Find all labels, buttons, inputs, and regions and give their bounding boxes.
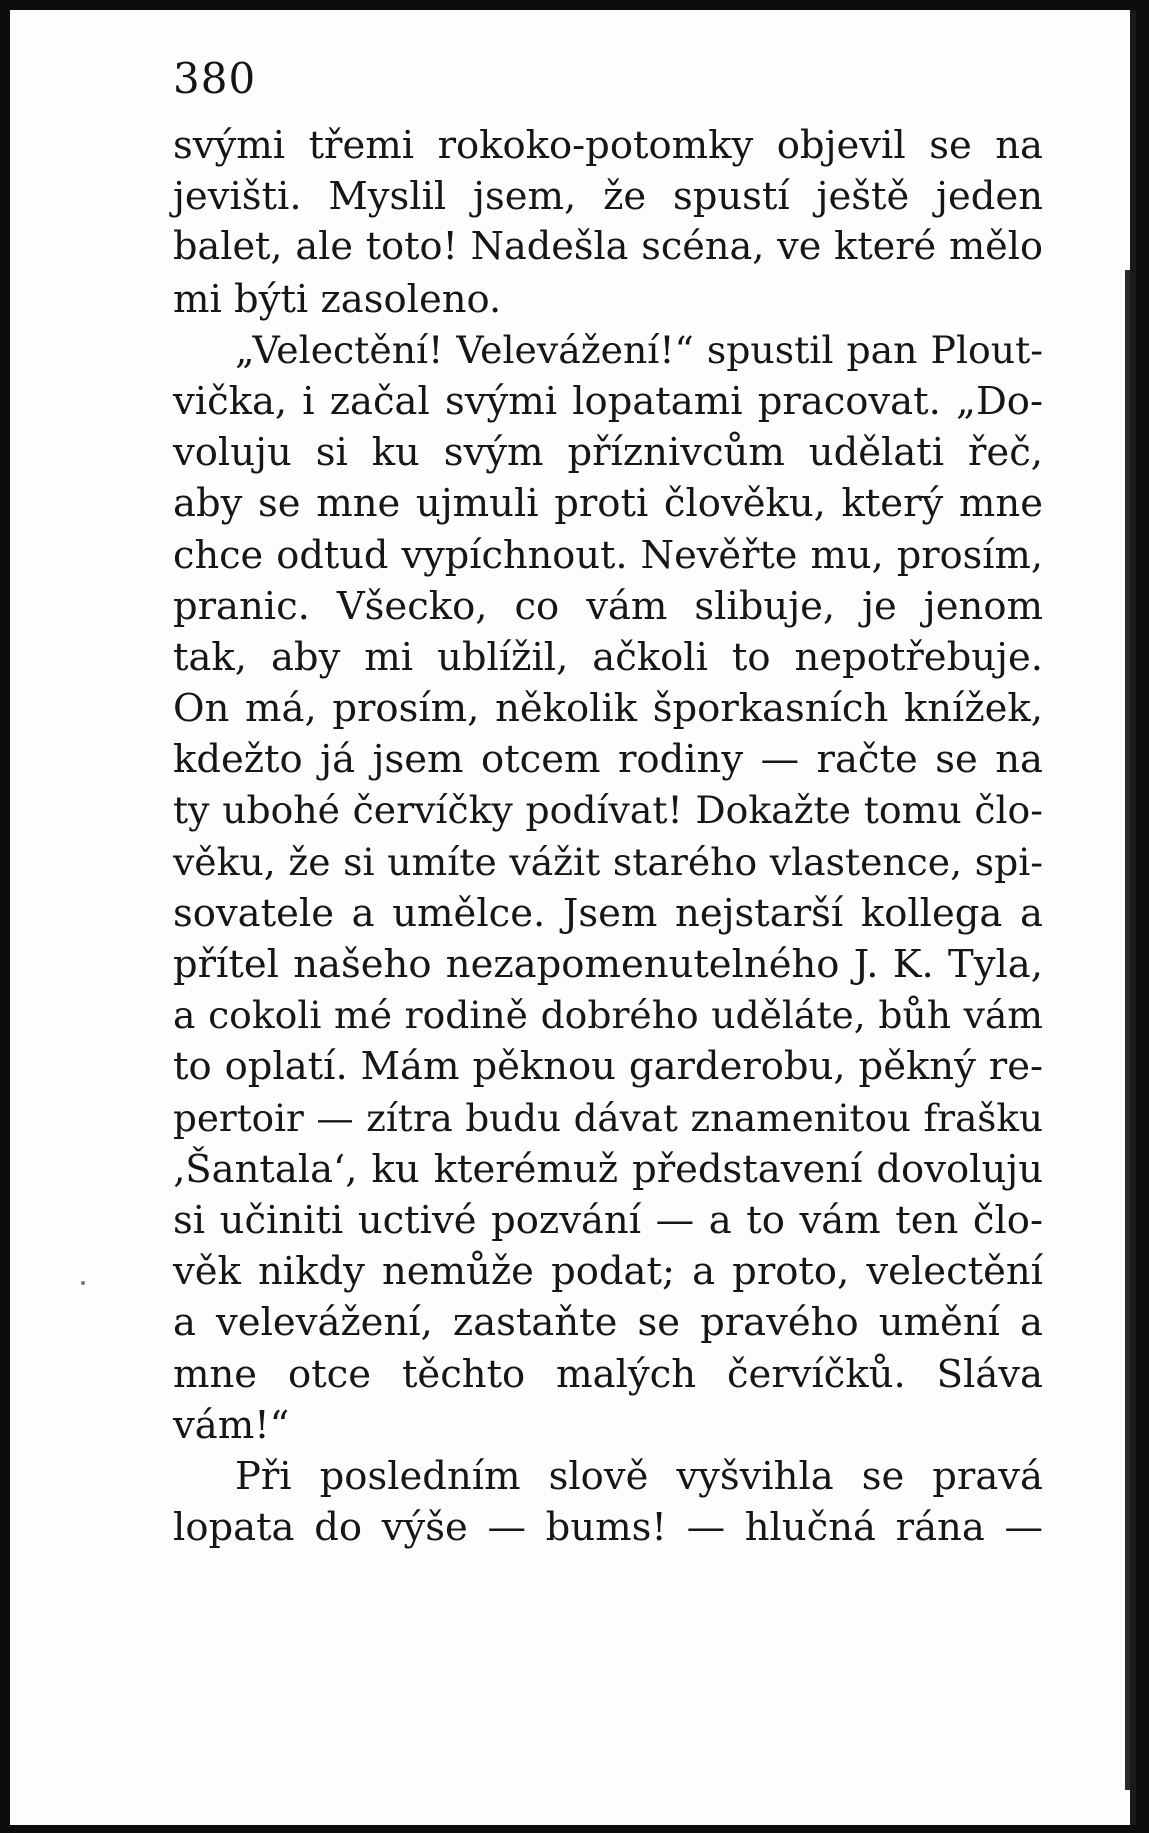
- text-line: a cokoli mé rodině dobrého uděláte, bůh vám: [173, 993, 1043, 1038]
- text-line: věk nikdy nemůže podat; a proto, velectění: [173, 1249, 1043, 1295]
- text-line: sovatele a umělce. Jsem nejstarší kollega a: [173, 890, 1043, 936]
- text-line: a velevážení, zastaňte se pravého umění a: [173, 1300, 1043, 1346]
- text-line: to oplatí. Mám pěknou garderobu, pěkný re-: [173, 1044, 1043, 1090]
- text-line: ty ubohé červíčky podívat! Dokažte tomu člo-: [173, 788, 1043, 833]
- text-line: chce odtud vypíchnout. Nevěřte mu, prosím,: [173, 532, 1043, 578]
- print-speck: [81, 1281, 85, 1285]
- text-line: lopata do výše — bums! — hlučná rána —: [173, 1505, 1043, 1551]
- text-line: pertoir — zítra budu dávat znamenitou frašku: [173, 1095, 1043, 1140]
- text-line: tak, aby mi ublížil, ačkoli to nepotřebuje.: [173, 634, 1043, 680]
- page-number: 380: [173, 54, 257, 103]
- text-line: pranic. Všecko, co vám slibuje, je jenom: [173, 583, 1043, 629]
- body-text: [173, 120, 1043, 1553]
- text-line: mi býti zasoleno.: [173, 276, 502, 322]
- text-line: si učiniti uctivé pozvání — a to vám ten člo-: [173, 1197, 1043, 1243]
- text-line: věku, že si umíte vážit starého vlastence, spi-: [173, 839, 1043, 884]
- text-line: jevišti. Myslil jsem, že spustí ještě jeden: [173, 174, 1043, 220]
- text-line: Při posledním slově vyšvihla se pravá: [235, 1453, 1043, 1499]
- text-line: kdežto já jsem otcem rodiny — račte se na: [173, 737, 1043, 783]
- text-line: aby se mne ujmuli proti člověku, který mne: [173, 481, 1043, 527]
- page-edge-shadow: [1125, 270, 1130, 1790]
- text-line: mne otce těchto malých červíčků. Sláva: [173, 1351, 1043, 1397]
- text-line: přítel našeho nezapomenutelného J. K. Tyla,: [173, 942, 1043, 987]
- text-line: „Velectění! Velevážení!“ spustil pan Plout-: [235, 327, 1043, 372]
- text-line: balet, ale toto! Nadešla scéna, ve které mělo: [173, 225, 1043, 270]
- text-line: vám!“: [173, 1402, 290, 1448]
- text-line: ‚Šantala‘, ku kterémuž představení dovoluju: [173, 1146, 1043, 1192]
- text-line: voluju si ku svým příznivcům udělati řeč,: [173, 430, 1043, 476]
- book-page: [10, 10, 1136, 1825]
- text-line: svými třemi rokoko-potomky objevil se na: [173, 123, 1043, 168]
- text-line: vička, i začal svými lopatami pracovat. „Do-: [173, 378, 1043, 424]
- text-line: On má, prosím, několik šporkasních knížek,: [173, 686, 1043, 732]
